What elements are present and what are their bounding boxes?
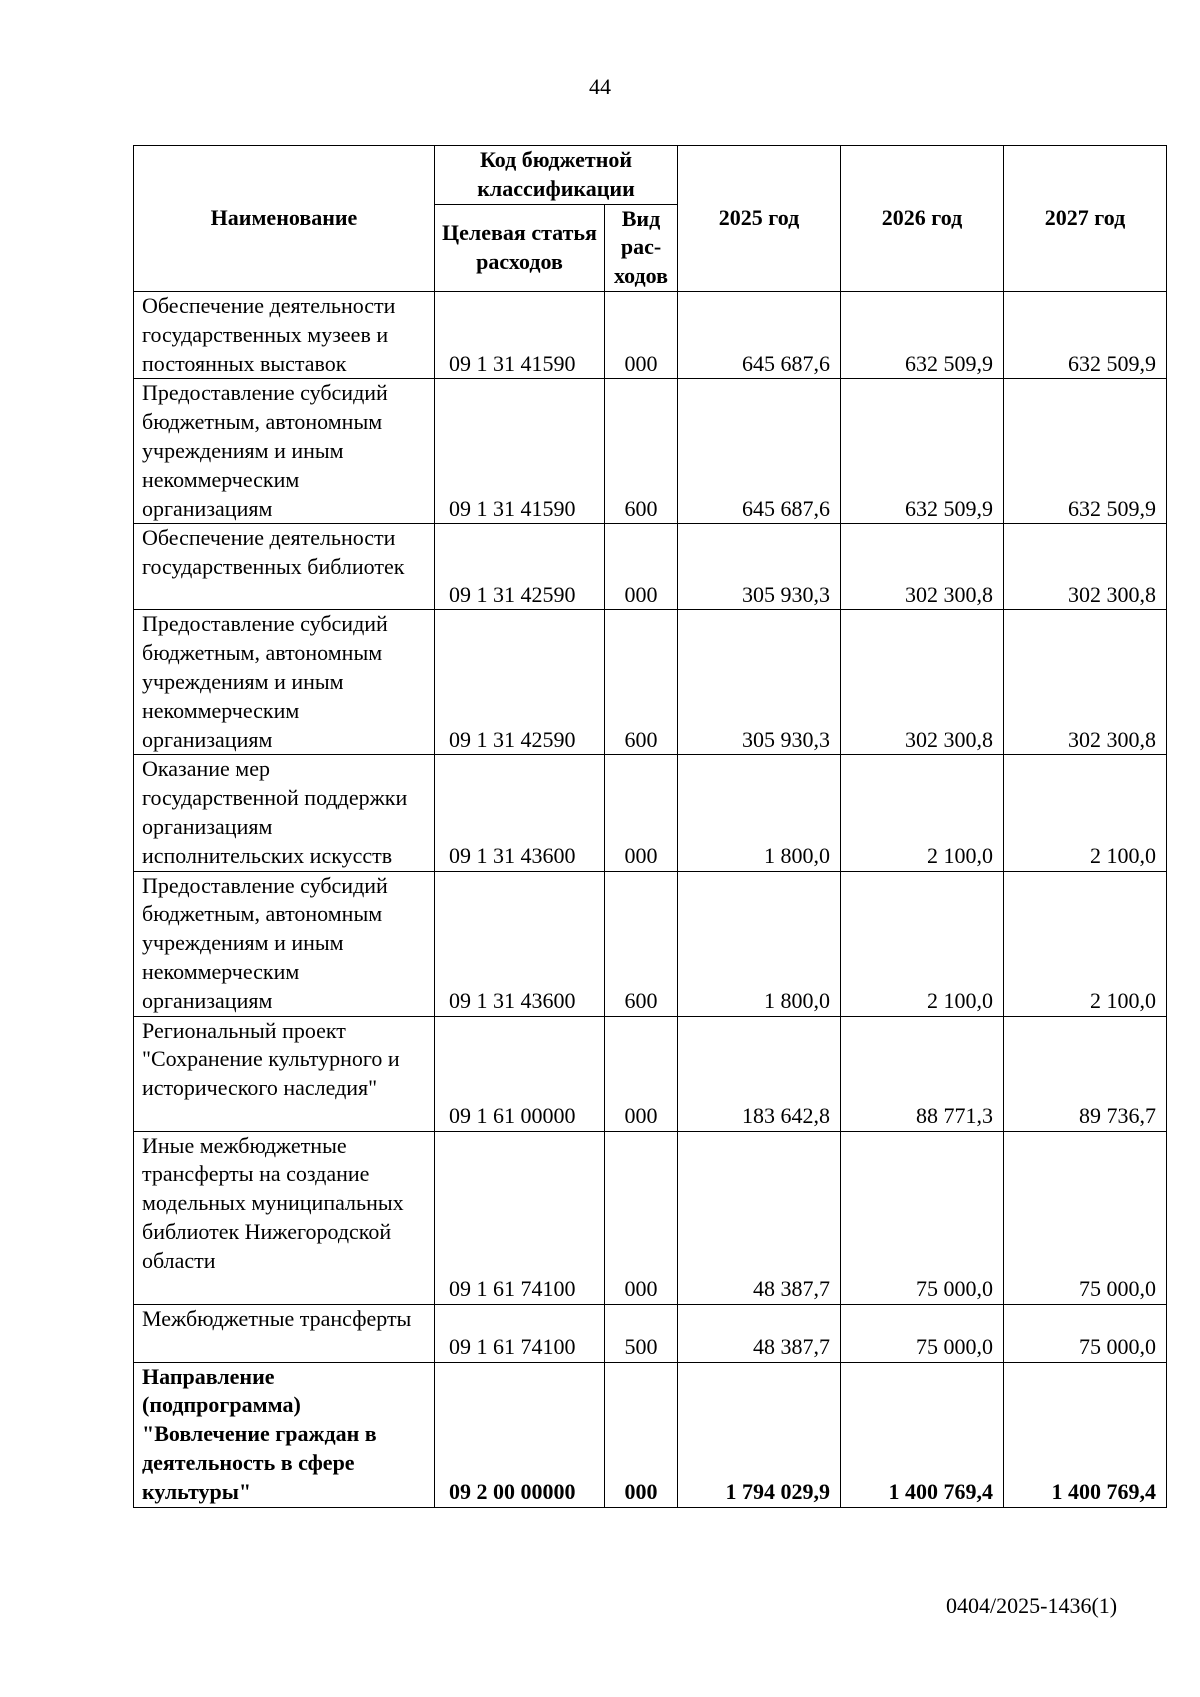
cell-2027: 632 509,9 <box>1004 291 1167 378</box>
cell-2027: 632 509,9 <box>1004 379 1167 524</box>
table-row <box>134 379 1167 524</box>
cell-name: Региональный проект "Сохранение культурного и исторического наследия" <box>134 1016 435 1131</box>
page-number: 44 <box>589 74 611 99</box>
cell-name: Предоставление субсидий бюджетным, автономным учреждениям и иным некоммерческим организациям <box>134 610 435 755</box>
table-row <box>134 1016 1167 1131</box>
cell-name: Обеспечение деятельности государственных библиотек <box>134 524 435 610</box>
cell-2025: 1 794 029,9 <box>678 1362 841 1507</box>
cell-2026: 75 000,0 <box>841 1304 1004 1362</box>
cell-target-code: 09 1 31 41590 <box>435 379 605 524</box>
cell-expense-kind: 000 <box>605 291 678 378</box>
cell-2027: 1 400 769,4 <box>1004 1362 1167 1507</box>
header-2027: 2027 год <box>1004 146 1167 292</box>
cell-2027: 89 736,7 <box>1004 1016 1167 1131</box>
table-row <box>134 1362 1167 1507</box>
cell-target-code: 09 1 31 41590 <box>435 291 605 378</box>
cell-name: Направление (подпрограмма) "Вовлечение граждан в деятельность в сфере культуры" <box>134 1362 435 1507</box>
header-target: Целевая статья расходов <box>435 204 605 291</box>
table-row <box>134 755 1167 871</box>
cell-2026: 2 100,0 <box>841 755 1004 871</box>
table-header <box>134 146 1167 292</box>
cell-2025: 48 387,7 <box>678 1131 841 1304</box>
cell-target-code: 09 1 61 74100 <box>435 1304 605 1362</box>
cell-2025: 183 642,8 <box>678 1016 841 1131</box>
header-code-group: Код бюджетной классификации <box>435 146 678 205</box>
cell-2025: 305 930,3 <box>678 524 841 610</box>
cell-2027: 302 300,8 <box>1004 610 1167 755</box>
cell-expense-kind: 000 <box>605 755 678 871</box>
cell-name: Предоставление субсидий бюджетным, автономным учреждениям и иным некоммерческим организациям <box>134 379 435 524</box>
cell-target-code: 09 1 61 74100 <box>435 1131 605 1304</box>
cell-2026: 75 000,0 <box>841 1131 1004 1304</box>
cell-2027: 75 000,0 <box>1004 1131 1167 1304</box>
table-row <box>134 871 1167 1016</box>
table-row <box>134 524 1167 610</box>
header-name: Наименование <box>134 146 435 292</box>
header-2026: 2026 год <box>841 146 1004 292</box>
cell-name: Иные межбюджетные трансферты на создание модельных муниципальных библиотек Нижегородской области <box>134 1131 435 1304</box>
table-body <box>134 291 1167 1507</box>
cell-2025: 645 687,6 <box>678 379 841 524</box>
cell-2026: 88 771,3 <box>841 1016 1004 1131</box>
cell-target-code: 09 1 31 43600 <box>435 871 605 1016</box>
cell-2027: 75 000,0 <box>1004 1304 1167 1362</box>
cell-expense-kind: 000 <box>605 1131 678 1304</box>
cell-2026: 2 100,0 <box>841 871 1004 1016</box>
cell-name: Оказание мер государственной поддержки организациям исполнительских искусств <box>134 755 435 871</box>
cell-expense-kind: 600 <box>605 871 678 1016</box>
table-row <box>134 1131 1167 1304</box>
cell-expense-kind: 600 <box>605 379 678 524</box>
cell-name: Обеспечение деятельности государственных музеев и постоянных выставок <box>134 291 435 378</box>
cell-2027: 2 100,0 <box>1004 755 1167 871</box>
cell-name: Предоставление субсидий бюджетным, автономным учреждениям и иным некоммерческим организациям <box>134 871 435 1016</box>
cell-expense-kind: 000 <box>605 1016 678 1131</box>
cell-2026: 302 300,8 <box>841 524 1004 610</box>
cell-expense-kind: 000 <box>605 1362 678 1507</box>
cell-expense-kind: 600 <box>605 610 678 755</box>
cell-2027: 302 300,8 <box>1004 524 1167 610</box>
cell-2025: 1 800,0 <box>678 755 841 871</box>
table-row <box>134 1304 1167 1362</box>
header-2025: 2025 год <box>678 146 841 292</box>
cell-name: Межбюджетные трансферты <box>134 1304 435 1362</box>
cell-2027: 2 100,0 <box>1004 871 1167 1016</box>
cell-2025: 305 930,3 <box>678 610 841 755</box>
document-id: 0404/2025-1436(1) <box>946 1593 1118 1618</box>
cell-target-code: 09 1 31 42590 <box>435 610 605 755</box>
cell-target-code: 09 2 00 00000 <box>435 1362 605 1507</box>
cell-2026: 1 400 769,4 <box>841 1362 1004 1507</box>
header-kind: Вид рас-ходов <box>605 204 678 291</box>
cell-2026: 632 509,9 <box>841 291 1004 378</box>
cell-expense-kind: 000 <box>605 524 678 610</box>
table-row <box>134 291 1167 378</box>
cell-2025: 645 687,6 <box>678 291 841 378</box>
cell-2025: 48 387,7 <box>678 1304 841 1362</box>
table-row <box>134 610 1167 755</box>
cell-target-code: 09 1 31 43600 <box>435 755 605 871</box>
cell-2026: 632 509,9 <box>841 379 1004 524</box>
cell-expense-kind: 500 <box>605 1304 678 1362</box>
cell-target-code: 09 1 61 00000 <box>435 1016 605 1131</box>
cell-target-code: 09 1 31 42590 <box>435 524 605 610</box>
cell-2026: 302 300,8 <box>841 610 1004 755</box>
cell-2025: 1 800,0 <box>678 871 841 1016</box>
budget-table <box>133 145 1167 1508</box>
